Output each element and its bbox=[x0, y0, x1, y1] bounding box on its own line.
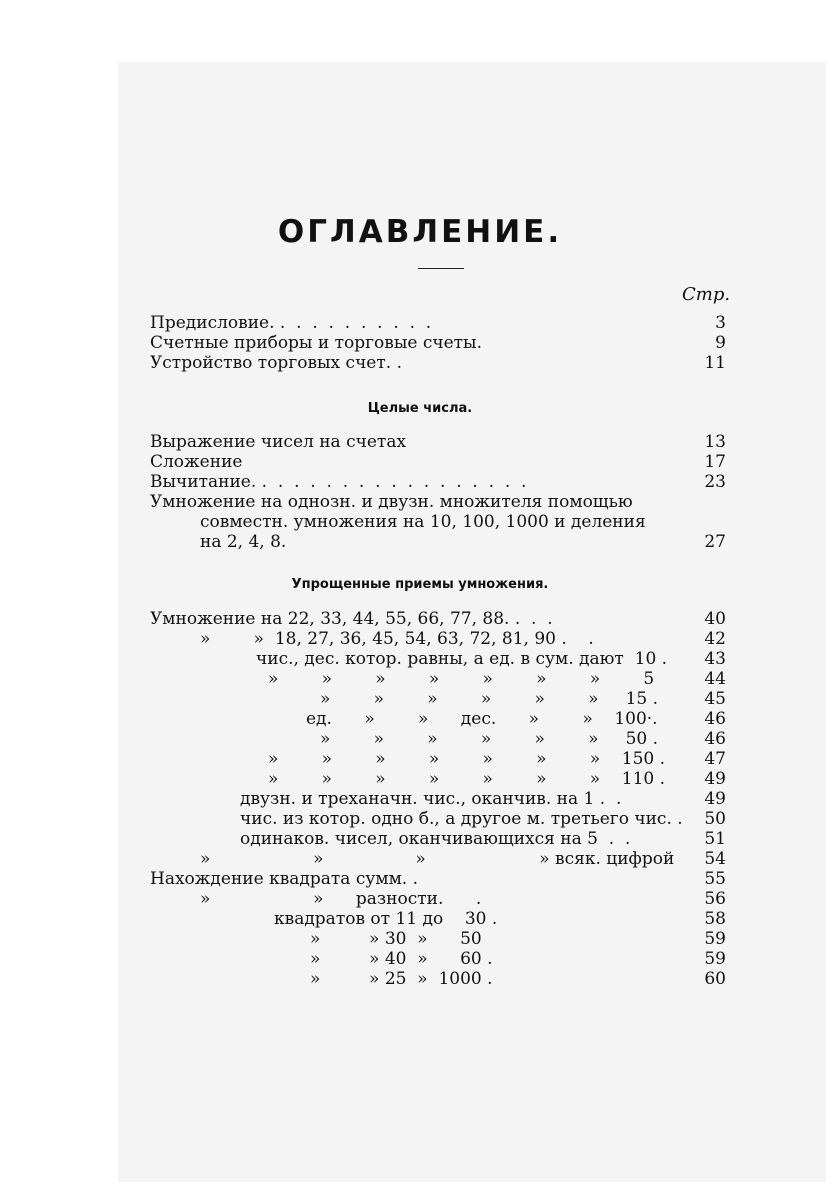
toc-entry-page: 3 bbox=[715, 313, 726, 333]
toc-entry-label: Сложение bbox=[150, 452, 243, 472]
toc-entry bbox=[150, 849, 726, 869]
toc-entry-page: 45 bbox=[704, 689, 726, 709]
toc-entry-label: Счетные приборы и торговые счеты. bbox=[150, 333, 482, 353]
toc-entry bbox=[150, 809, 726, 829]
toc-entry bbox=[150, 869, 726, 889]
toc-entry-label: » » » » » » 15 . bbox=[320, 689, 659, 709]
toc-entry bbox=[150, 353, 726, 373]
toc-entry-label: Устройство торговых счет. . bbox=[150, 353, 402, 373]
toc-entry-label: » » » » » » 50 . bbox=[320, 729, 659, 749]
toc-entry-page: 27 bbox=[704, 532, 726, 552]
toc-entry-page: 13 bbox=[704, 432, 726, 452]
toc-entry bbox=[150, 492, 726, 512]
page-title: ОГЛАВЛЕНИЕ. bbox=[277, 214, 563, 250]
toc-entry-page: 50 bbox=[704, 809, 726, 829]
toc-entry-label: » » разности. . bbox=[200, 889, 482, 909]
toc-entry bbox=[150, 949, 726, 969]
toc-entry-label: квадратов от 11 до 30 . bbox=[274, 909, 498, 929]
toc-entry bbox=[150, 769, 726, 789]
toc-entry-page: 49 bbox=[704, 789, 726, 809]
toc-entry bbox=[150, 532, 726, 552]
toc-entry bbox=[150, 432, 726, 452]
toc-entry bbox=[150, 669, 726, 689]
toc-entry bbox=[150, 709, 726, 729]
toc-entry-label: Выражение чисел на счетах bbox=[150, 432, 407, 452]
toc-entry-page: 56 bbox=[704, 889, 726, 909]
toc-entry-label: на 2, 4, 8. bbox=[200, 532, 287, 552]
toc-entry bbox=[150, 689, 726, 709]
section-heading: Упрощенные приемы умножения. bbox=[291, 577, 549, 592]
toc-entry-page: 46 bbox=[704, 729, 726, 749]
toc-entry-label: » » » » всяк. цифрой bbox=[200, 849, 675, 869]
toc-entry-page: 23 bbox=[704, 472, 726, 492]
toc-entry-page: 40 bbox=[704, 609, 726, 629]
toc-entry bbox=[150, 889, 726, 909]
toc-entry bbox=[150, 829, 726, 849]
toc-entry-label: чис., дес. котор. равны, а ед. в сум. дают 10 . bbox=[256, 649, 668, 669]
toc-entry bbox=[150, 649, 726, 669]
toc-entry-page: 42 bbox=[704, 629, 726, 649]
toc-entry-label: совместн. умножения на 10, 100, 1000 и деления bbox=[200, 512, 646, 532]
toc-entry-page: 43 bbox=[704, 649, 726, 669]
toc-entry bbox=[150, 313, 726, 333]
toc-entry-page: 54 bbox=[704, 849, 726, 869]
toc-entry bbox=[150, 512, 726, 532]
toc-entry-label: ед. » » дес. » » 100·. bbox=[306, 709, 658, 729]
section-heading: Целые числа. bbox=[367, 401, 473, 416]
toc-entry-label: чис. из котор. одно б., а другое м. третьего чис. . bbox=[240, 809, 683, 829]
toc-entry-page: 46 bbox=[704, 709, 726, 729]
toc-entry-label: Предисловие. . . . . . . . . . . bbox=[150, 313, 432, 333]
toc-entry-page: 47 bbox=[704, 749, 726, 769]
toc-entry-page: 17 bbox=[704, 452, 726, 472]
toc-entry bbox=[150, 929, 726, 949]
toc-entry-page: 51 bbox=[704, 829, 726, 849]
title-divider bbox=[418, 268, 464, 269]
toc-entry-label: двузн. и треханачн. чис., оканчив. на 1 . . bbox=[240, 789, 622, 809]
toc-entry-label: » » 18, 27, 36, 45, 54, 63, 72, 81, 90 . . bbox=[200, 629, 594, 649]
toc-entry-page: 55 bbox=[704, 869, 726, 889]
toc-entry bbox=[150, 909, 726, 929]
toc-entry bbox=[150, 749, 726, 769]
toc-entry-label: одинаков. чисел, оканчивающихся на 5 . . bbox=[240, 829, 631, 849]
toc-entry bbox=[150, 333, 726, 353]
toc-entry bbox=[150, 452, 726, 472]
toc-entry bbox=[150, 969, 726, 989]
toc-entry-label: » » 30 » 50 bbox=[310, 929, 482, 949]
toc-entry-page: 59 bbox=[704, 929, 726, 949]
toc-entry-label: » » » » » » » 5 bbox=[268, 669, 655, 689]
toc-entry bbox=[150, 629, 726, 649]
toc-entry-label: » » 25 » 1000 . bbox=[310, 969, 493, 989]
toc-entry bbox=[150, 729, 726, 749]
toc-entry-label: Вычитание. . . . . . . . . . . . . . . . . . bbox=[150, 472, 527, 492]
toc-entry-page: 9 bbox=[715, 333, 726, 353]
toc-entry-page: 11 bbox=[704, 353, 726, 373]
toc-entry-page: 60 bbox=[704, 969, 726, 989]
toc-entry bbox=[150, 472, 726, 492]
toc-entry-label: Нахождение квадрата сумм. . bbox=[150, 869, 419, 889]
toc-entry-page: 58 bbox=[704, 909, 726, 929]
toc-entry-label: » » » » » » » 110 . bbox=[268, 769, 666, 789]
toc-entry-page: 49 bbox=[704, 769, 726, 789]
toc-entry-page: 44 bbox=[704, 669, 726, 689]
toc-entry-label: Умножение на 22, 33, 44, 55, 66, 77, 88. . . . bbox=[150, 609, 553, 629]
toc-entry-page: 59 bbox=[704, 949, 726, 969]
toc-entry-label: Умножение на однозн. и двузн. множителя помощью bbox=[150, 492, 633, 512]
page-column-header: Стр. bbox=[682, 284, 731, 305]
toc-entry bbox=[150, 789, 726, 809]
toc-entry-label: » » 40 » 60 . bbox=[310, 949, 493, 969]
toc-entry bbox=[150, 609, 726, 629]
toc-entry-label: » » » » » » » 150 . bbox=[268, 749, 666, 769]
